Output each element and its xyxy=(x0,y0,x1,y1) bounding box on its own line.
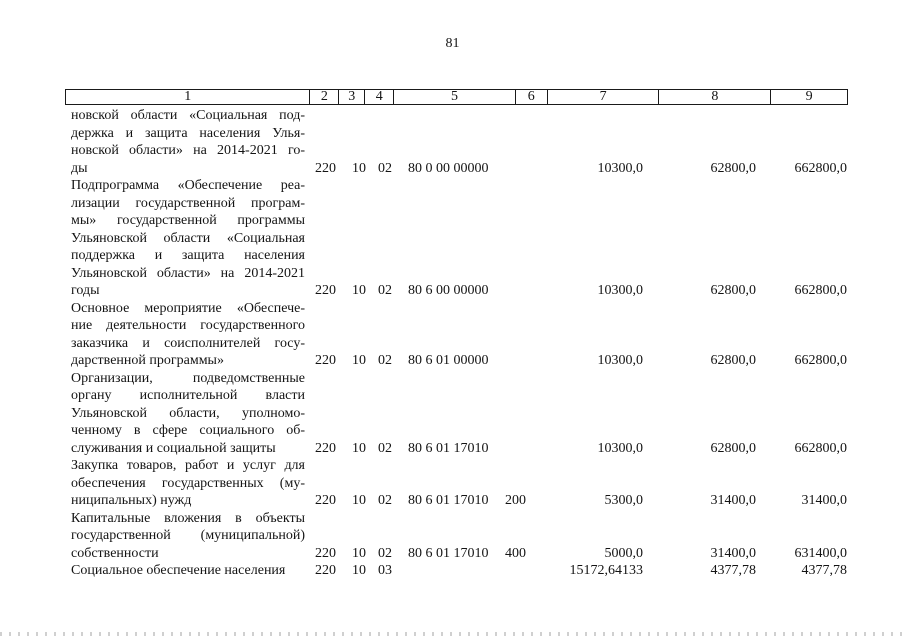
table-row xyxy=(71,370,851,458)
row-name-line: новской области» на 2014-2021 го- xyxy=(71,143,305,158)
header-col-5: 5 xyxy=(394,90,516,104)
row-name-line: Ульяновской области, уполномо- xyxy=(71,405,305,421)
row-name-line: Основное мероприятие «Обеспече- xyxy=(71,300,305,316)
cell-c5: 80 6 00 00000 xyxy=(408,283,489,298)
cell-c5: 80 6 01 00000 xyxy=(408,353,489,368)
row-values xyxy=(71,282,851,300)
cell-c5: 80 6 01 17010 xyxy=(408,440,489,456)
cell-c4: 02 xyxy=(378,160,392,176)
cell-c7: 15172,64133 xyxy=(569,563,643,578)
row-name-line: Ульяновской области» на 2014-2021 xyxy=(71,265,305,281)
row-values xyxy=(71,160,851,178)
cell-c3: 10 xyxy=(352,545,366,561)
cell-c9: 4377,78 xyxy=(801,563,847,578)
cell-c2: 220 xyxy=(315,545,336,561)
scan-artifact xyxy=(0,632,905,636)
row-name-line: обеспечения государственных (му- xyxy=(71,475,305,491)
row-name-line: ние деятельности государственного xyxy=(71,318,305,333)
cell-c3: 10 xyxy=(352,353,366,368)
header-col-7: 7 xyxy=(548,90,660,104)
row-values xyxy=(71,440,851,458)
cell-c4: 02 xyxy=(378,440,392,456)
cell-c9: 662800,0 xyxy=(794,160,847,176)
cell-c3: 10 xyxy=(352,160,366,176)
cell-c9: 31400,0 xyxy=(801,493,847,508)
row-name-line: Организации, подведомственные xyxy=(71,370,305,386)
row-name-line: поддержка и защита населения xyxy=(71,248,305,263)
cell-c9: 631400,0 xyxy=(794,545,847,561)
cell-c7: 10300,0 xyxy=(597,353,643,368)
cell-c3: 10 xyxy=(352,440,366,456)
table-row xyxy=(71,562,851,580)
table-row xyxy=(71,107,851,177)
table-body xyxy=(71,107,851,580)
cell-c5: 80 6 01 17010 xyxy=(408,545,489,561)
cell-c8: 31400,0 xyxy=(710,545,756,561)
row-name-line: собственности xyxy=(71,545,159,561)
row-name-line: Капитальные вложения в объекты xyxy=(71,510,305,526)
cell-c8: 31400,0 xyxy=(710,493,756,508)
row-name-line: годы xyxy=(71,283,100,298)
row-name-line: служивания и социальной защиты xyxy=(71,440,276,456)
cell-c8: 62800,0 xyxy=(710,440,756,456)
cell-c7: 5300,0 xyxy=(604,493,643,508)
header-col-3: 3 xyxy=(339,90,365,104)
cell-c2: 220 xyxy=(315,563,336,578)
header-col-1: 1 xyxy=(66,90,310,104)
row-name-line: Подпрограмма «Обеспечение реа- xyxy=(71,178,305,193)
row-name-line: органу исполнительной власти xyxy=(71,388,305,403)
table-row xyxy=(71,510,851,563)
table-header-row xyxy=(65,89,848,105)
row-name-line: ченному в сфере социального об- xyxy=(71,423,305,438)
cell-c9: 662800,0 xyxy=(794,440,847,456)
row-values xyxy=(71,545,851,563)
cell-c2: 220 xyxy=(315,493,336,508)
cell-c7: 5000,0 xyxy=(604,545,643,561)
cell-c7: 10300,0 xyxy=(597,160,643,176)
header-col-8: 8 xyxy=(659,90,771,104)
page-number: 81 xyxy=(445,36,460,51)
row-name-line: ниципальных) нужд xyxy=(71,493,192,508)
row-name-line: Закупка товаров, работ и услуг для xyxy=(71,458,305,473)
cell-c8: 62800,0 xyxy=(710,283,756,298)
row-name-line: держка и защита населения Улья- xyxy=(71,125,305,141)
cell-c2: 220 xyxy=(315,440,336,456)
row-name-line: Ульяновской области «Социальная xyxy=(71,230,305,246)
cell-c6: 200 xyxy=(505,493,526,508)
header-col-4: 4 xyxy=(365,90,394,104)
cell-c7: 10300,0 xyxy=(597,283,643,298)
header-col-6: 6 xyxy=(516,90,548,104)
cell-c5: 80 6 01 17010 xyxy=(408,493,489,508)
cell-c4: 02 xyxy=(378,493,392,508)
cell-c7: 10300,0 xyxy=(597,440,643,456)
row-values xyxy=(71,562,851,580)
cell-c4: 02 xyxy=(378,283,392,298)
cell-c9: 662800,0 xyxy=(794,283,847,298)
cell-c2: 220 xyxy=(315,353,336,368)
row-values xyxy=(71,492,851,510)
header-col-9: 9 xyxy=(805,89,813,104)
row-name-line: государственной (муниципальной) xyxy=(71,528,305,543)
cell-c3: 10 xyxy=(352,493,366,508)
header-col-2: 2 xyxy=(310,90,339,104)
row-values xyxy=(71,352,851,370)
table-row xyxy=(71,300,851,370)
cell-c4: 02 xyxy=(378,545,392,561)
table-row xyxy=(71,177,851,300)
cell-c4: 02 xyxy=(378,353,392,368)
row-name-line: Социальное обеспечение населения xyxy=(71,563,286,578)
cell-c5: 80 0 00 00000 xyxy=(408,160,489,176)
cell-c9: 662800,0 xyxy=(794,353,847,368)
row-name-line: заказчика и соисполнителей госу- xyxy=(71,335,305,351)
row-name-line: новской области «Социальная под- xyxy=(71,108,305,123)
cell-c3: 10 xyxy=(352,563,366,578)
cell-c6: 400 xyxy=(505,545,526,561)
cell-c4: 03 xyxy=(378,563,392,578)
row-name-line: мы» государственной программы xyxy=(71,213,305,228)
cell-c2: 220 xyxy=(315,283,336,298)
table-row xyxy=(71,457,851,510)
cell-c3: 10 xyxy=(352,283,366,298)
row-name-line: ды xyxy=(71,160,88,176)
cell-c8: 62800,0 xyxy=(710,353,756,368)
cell-c2: 220 xyxy=(315,160,336,176)
cell-c8: 62800,0 xyxy=(710,160,756,176)
row-name-line: дарственной программы» xyxy=(71,353,224,368)
cell-c8: 4377,78 xyxy=(710,563,756,578)
row-name-line: лизации государственной програм- xyxy=(71,195,305,211)
